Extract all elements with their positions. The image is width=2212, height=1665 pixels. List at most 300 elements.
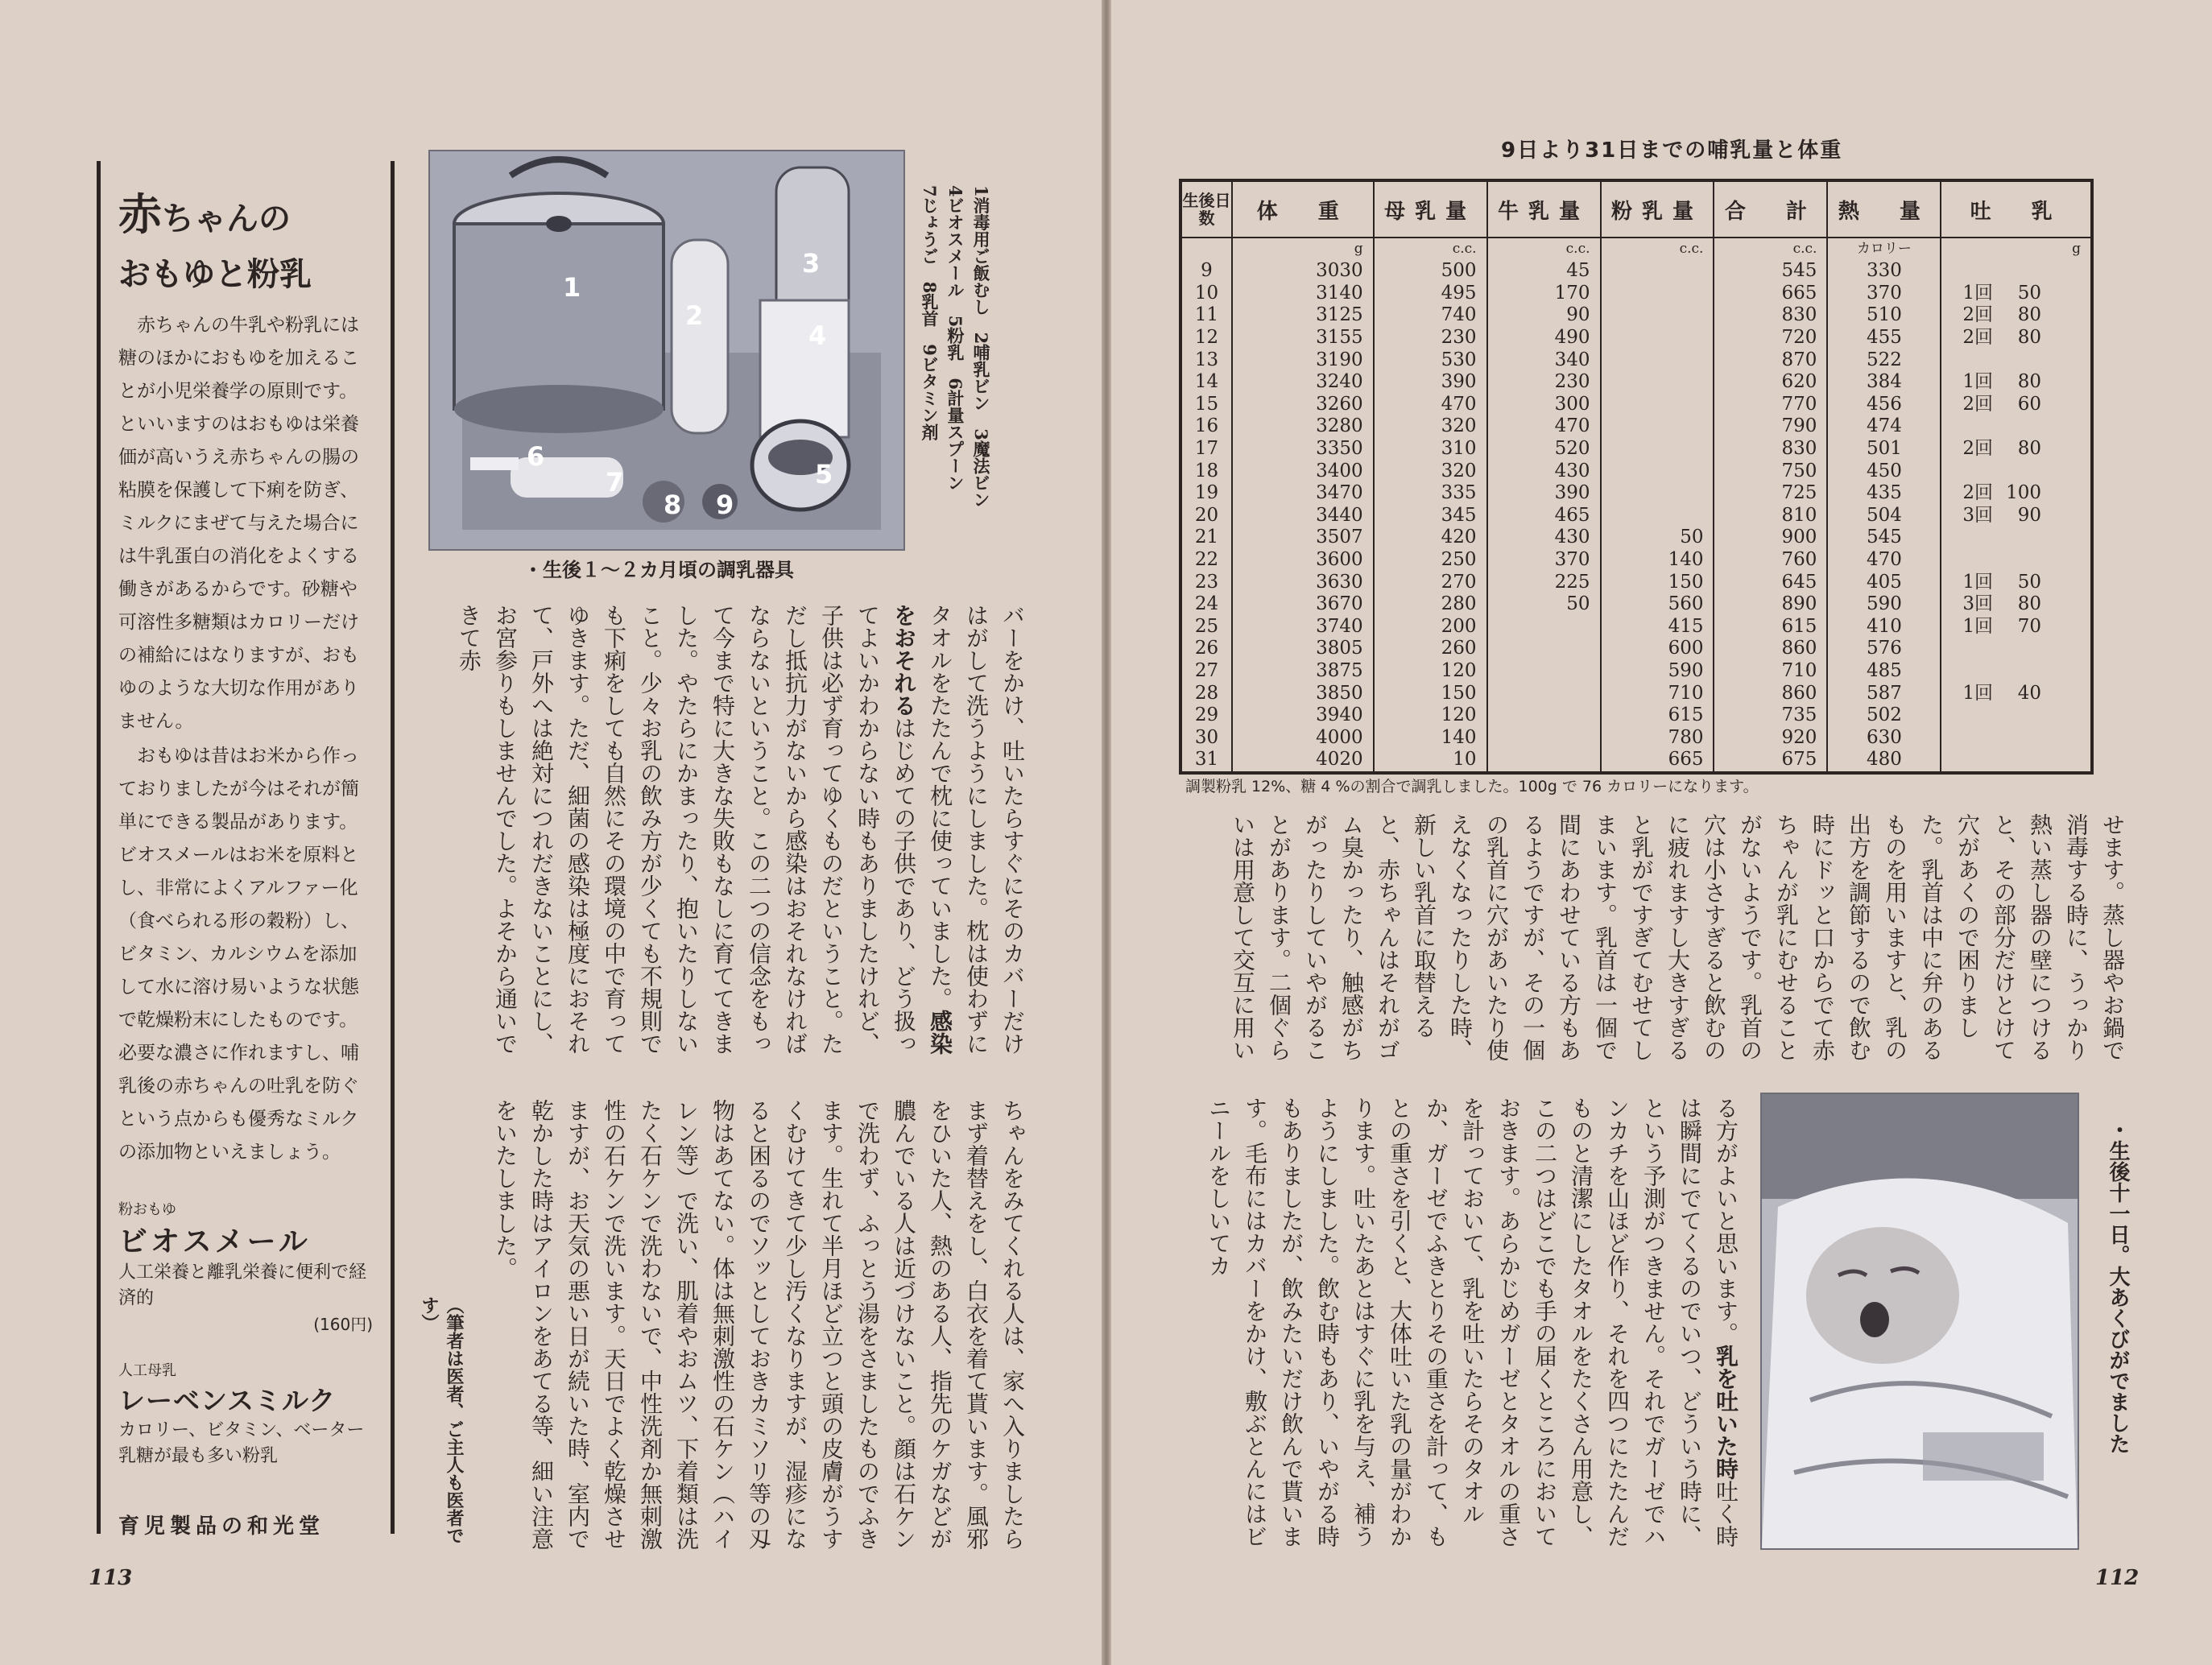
vomit-count: 1回 — [1962, 682, 1994, 704]
table-cell: 320 — [1374, 415, 1487, 438]
table-cell: 11 — [1180, 304, 1232, 327]
vomit-count: 2回 — [1962, 304, 1994, 326]
table-row — [1180, 571, 2092, 593]
table-vomit-cell — [1941, 726, 2092, 749]
table-vomit-cell — [1941, 327, 2092, 349]
vomit-amount: 80 — [2017, 304, 2042, 326]
table-row — [1180, 505, 2092, 527]
table-cell: 225 — [1487, 571, 1601, 593]
table-cell — [1601, 349, 1714, 371]
ad-paragraph: 赤ちゃんの牛乳や粉乳には糖のほかにおもゆを加えることが小児栄養学の原則です。といいますのはおもゆは栄養価が高いうえ赤ちゃんの腸の粘膜を保護して下痢を防ぎ、ミルクにまぜて与えた場合には牛乳蛋白の消化をよくする働きがあるからです。砂糖や可溶性多糖類はカロリーだけの補給にはなりますが、おもゆのような大切な作用がありません。 — [118, 315, 359, 732]
table-cell: 370 — [1827, 283, 1941, 305]
table-vomit-cell — [1941, 349, 2092, 371]
table-cell: 420 — [1374, 527, 1487, 549]
vomit-amount: 80 — [2017, 438, 2042, 460]
table-cell: 230 — [1374, 327, 1487, 349]
table-cell: 28 — [1180, 682, 1232, 704]
baby-photo — [1760, 1093, 2079, 1550]
table-vomit-cell — [1941, 638, 2092, 660]
table-cell: 760 — [1714, 549, 1827, 572]
table-vomit-cell — [1941, 616, 2092, 638]
table-cell: 3190 — [1232, 349, 1374, 371]
photo-label-9: 9 — [716, 490, 734, 520]
table-row — [1180, 638, 2092, 660]
table-cell: 522 — [1827, 349, 1941, 371]
vomit-count: 2回 — [1962, 393, 1994, 415]
table-cell: 480 — [1827, 749, 1941, 773]
photo-label-2: 2 — [685, 300, 704, 331]
table-row — [1180, 749, 2092, 773]
product1-category: 粉おもゆ — [118, 1201, 176, 1218]
table-cell: 370 — [1487, 549, 1601, 572]
table-row — [1180, 371, 2092, 394]
table-cell — [1601, 505, 1714, 527]
table-cell: 415 — [1601, 616, 1714, 638]
table-cell — [1487, 616, 1601, 638]
ad-company: 育児製品の和光堂 — [118, 1514, 325, 1539]
table-row — [1180, 415, 2092, 438]
table-cell: 21 — [1180, 527, 1232, 549]
table-cell: 490 — [1487, 327, 1601, 349]
table-cell: 587 — [1827, 682, 1941, 704]
table-cell: 320 — [1374, 460, 1487, 482]
table-cell: 560 — [1601, 593, 1714, 616]
table-title: 9日より31日までの哺乳量と体重 — [1501, 138, 1843, 163]
ad-body — [118, 309, 373, 1169]
table-cell: 456 — [1827, 394, 1941, 416]
table-cell: 31 — [1180, 749, 1232, 773]
table-cell: 15 — [1180, 394, 1232, 416]
baby-illustration — [1762, 1094, 2078, 1548]
table-cell: 10 — [1374, 749, 1487, 773]
vomit-amount: 40 — [2017, 682, 2042, 704]
table-cell: 4000 — [1232, 726, 1374, 749]
table-vomit-cell — [1941, 260, 2092, 283]
table-cell: 545 — [1827, 527, 1941, 549]
table-cell: 170 — [1487, 283, 1601, 305]
table-cell: 500 — [1374, 260, 1487, 283]
table-cell: 3400 — [1232, 460, 1374, 482]
table-row — [1180, 349, 2092, 371]
photo-legend-line: 1消毒用ご飯むし 2哺乳ビン 3魔法ビン — [971, 185, 991, 508]
table-cell: 3155 — [1232, 327, 1374, 349]
table-row — [1180, 549, 2092, 572]
ad-title-chan: ちゃん — [162, 200, 258, 238]
vomit-amount: 60 — [2017, 393, 2042, 415]
ad-title-line2: おもゆと粉乳 — [118, 256, 312, 293]
table-unit-cell: c.c. — [1374, 238, 1487, 260]
table-cell: 870 — [1714, 349, 1827, 371]
table-cell: 3507 — [1232, 527, 1374, 549]
table-cell: 330 — [1827, 260, 1941, 283]
table-cell: 780 — [1601, 726, 1714, 749]
vomit-amount: 50 — [2017, 571, 2042, 593]
left-upper-text-a: バーをかけ、吐いたらすぐにそのカバーだけはがして洗うようにしました。枕は使わずにタオルをたたんで枕に使っていました。 — [927, 604, 1026, 1055]
table-cell: 3630 — [1232, 571, 1374, 593]
table-unit-cell: g — [1941, 238, 2092, 260]
table-cell: 430 — [1487, 527, 1601, 549]
table-cell: 27 — [1180, 660, 1232, 683]
table-unit-cell: c.c. — [1487, 238, 1601, 260]
vomit-count: 2回 — [1962, 482, 1994, 504]
vomit-count: 2回 — [1962, 327, 1994, 349]
vomit-amount: 80 — [2017, 371, 2042, 393]
vomit-amount: 50 — [2017, 282, 2042, 304]
table-cell: 17 — [1180, 438, 1232, 461]
table-cell: 10 — [1180, 283, 1232, 305]
table-cell — [1487, 749, 1601, 773]
table-cell: 300 — [1487, 394, 1601, 416]
table-cell: 23 — [1180, 571, 1232, 593]
table-cell — [1487, 682, 1601, 704]
vomit-count: 1回 — [1962, 615, 1994, 637]
table-cell: 455 — [1827, 327, 1941, 349]
table-unit-cell — [1180, 238, 1232, 260]
product1-price: (160円) — [313, 1315, 373, 1334]
table-cell: 620 — [1714, 371, 1827, 394]
photo-label-8: 8 — [664, 490, 682, 520]
table-cell: 3030 — [1232, 260, 1374, 283]
vomit-amount: 90 — [2017, 504, 2042, 526]
table-cell: 26 — [1180, 638, 1232, 660]
table-cell: 390 — [1374, 371, 1487, 394]
table-header-cell: 吐 乳 — [1941, 180, 2092, 238]
table-cell: 310 — [1374, 438, 1487, 461]
section-heading-infection: 感染をおそれる — [891, 604, 953, 1055]
product1-desc: 人工栄養と離乳栄養に便利で経済的 — [118, 1262, 367, 1308]
table-cell: 90 — [1487, 304, 1601, 327]
table-cell: 510 — [1827, 304, 1941, 327]
photo-label-1: 1 — [563, 272, 581, 303]
ad-title-red: 赤 — [118, 189, 162, 240]
left-upper-text-b: はじめての子供であり、どう扱ってよいかわからない時もありましたけれど、子供は必ず育ってゆくものだということ。ただし抵抗力がないから感染はおそれなければならないということ。この二つの信念をもって今まで特に大きな失敗もなしに育ててきました。やたらにかまったり、抱いたりしないこと。少々お乳の飲み方が少くても不規則でも下痢をしても自然にその環境の中で育ってゆきます。ただ、細菌の感染は極度におそれて、戸外へは絶対につれだきないことにし、お宮参りもしませんでした。よそから通いできて赤 — [456, 604, 917, 1055]
table-row — [1180, 438, 2092, 461]
photo-label-6: 6 — [527, 441, 545, 472]
table-cell — [1601, 283, 1714, 305]
table-vomit-cell — [1941, 549, 2092, 572]
table-vomit-cell — [1941, 593, 2092, 616]
photo-label-4: 4 — [808, 320, 827, 351]
table-cell: 576 — [1827, 638, 1941, 660]
table-cell: 3600 — [1232, 549, 1374, 572]
photo-label-7: 7 — [606, 467, 624, 498]
table-cell: 140 — [1374, 726, 1487, 749]
table-cell — [1601, 415, 1714, 438]
table-cell: 50 — [1601, 527, 1714, 549]
table-cell: 200 — [1374, 616, 1487, 638]
table-cell: 120 — [1374, 704, 1487, 727]
vomit-count: 2回 — [1962, 438, 1994, 460]
table-cell: 470 — [1827, 549, 1941, 572]
table-cell: 860 — [1714, 638, 1827, 660]
photo-legend-line: 7じょうご 8乳首 9ビタミン剤 — [920, 185, 940, 440]
vomit-count: 1回 — [1962, 571, 1994, 593]
author-note: （筆者は医者、ご主人も医者です） — [419, 1296, 465, 1544]
table-cell: 735 — [1714, 704, 1827, 727]
table-header-cell: 牛乳量 — [1487, 180, 1601, 238]
table-header-cell: 体 重 — [1232, 180, 1374, 238]
left-page — [0, 0, 1105, 1665]
table-cell — [1601, 460, 1714, 482]
table-cell: 501 — [1827, 438, 1941, 461]
table-cell: 725 — [1714, 482, 1827, 505]
table-cell: 260 — [1374, 638, 1487, 660]
table-cell: 270 — [1374, 571, 1487, 593]
table-cell: 615 — [1601, 704, 1714, 727]
table-row — [1180, 593, 2092, 616]
table-cell: 590 — [1601, 660, 1714, 683]
table-row — [1180, 460, 2092, 482]
table-vomit-cell — [1941, 482, 2092, 505]
table-cell: 665 — [1601, 749, 1714, 773]
table-cell: 790 — [1714, 415, 1827, 438]
table-cell: 920 — [1714, 726, 1827, 749]
table-header-cell: 熱 量 — [1827, 180, 1941, 238]
table-cell: 3125 — [1232, 304, 1374, 327]
table-cell: 14 — [1180, 371, 1232, 394]
table-vomit-cell — [1941, 571, 2092, 593]
table-cell: 860 — [1714, 682, 1827, 704]
table-unit-cell: カロリー — [1827, 238, 1941, 260]
right-lower-text-a: る方がよいと思います。 — [1713, 1097, 1739, 1345]
table-cell — [1601, 438, 1714, 461]
baby-photo-caption: ・生後十一日。大あくびがでました — [2106, 1119, 2130, 1454]
table-cell: 900 — [1714, 527, 1827, 549]
table-cell — [1601, 394, 1714, 416]
table-cell: 25 — [1180, 616, 1232, 638]
table-row — [1180, 704, 2092, 727]
table-vomit-cell — [1941, 415, 2092, 438]
table-header-cell: 合 計 — [1714, 180, 1827, 238]
table-cell: 474 — [1827, 415, 1941, 438]
table-cell: 16 — [1180, 415, 1232, 438]
table-cell — [1487, 704, 1601, 727]
table-body — [1180, 238, 2092, 773]
feeding-table — [1179, 179, 2094, 775]
table-row — [1180, 726, 2092, 749]
right-lower-text-b: 吐く時は瞬間にでてくるのでいつ、どういう時に、という予測がつきません。それでガーゼでハンカチを山ほど作り、それを四つにたたんだものと清潔にしたタオルをたくさん用意し、この二つはどこでも手の届くところにおいておきます。あらかじめガーゼとタオルの重さを計っておいて、乳を吐いたらそのタオルか、ガーゼでふきとりその重さを計って、もとの重さを引くと、大体吐いた乳の量がわかります。吐いたあとはすぐに乳を与え、補うようにしました。飲む時もあり、いやがる時もありましたが、飲みたいだけ飲んで貰います。毛布にはカバーをかけ、敷ぶとんにはビニールをしいてカ — [1205, 1097, 1739, 1547]
table-cell: 645 — [1714, 571, 1827, 593]
table-cell: 24 — [1180, 593, 1232, 616]
table-row — [1180, 682, 2092, 704]
right-upper-column — [1180, 813, 2131, 1079]
table-cell: 280 — [1374, 593, 1487, 616]
vomit-count: 1回 — [1962, 282, 1994, 304]
table-cell: 20 — [1180, 505, 1232, 527]
table-cell: 230 — [1487, 371, 1601, 394]
table-cell: 410 — [1827, 616, 1941, 638]
table-header-cell: 生後日数 — [1180, 180, 1232, 238]
table-cell — [1601, 371, 1714, 394]
table-cell: 3740 — [1232, 616, 1374, 638]
product1-name: ビオスメール — [118, 1225, 311, 1258]
right-page — [1110, 0, 2212, 1665]
table-vomit-cell — [1941, 304, 2092, 327]
table-cell: 590 — [1827, 593, 1941, 616]
ad-paragraph: おもゆは昔はお米から作っておりましたが今はそれが簡単にできる製品があります。ビオスメールはお米を原料とし、非常によくアルファー化（食べられる形の穀粉）し、ビタミン、カルシウムを添加して水に溶け易いような状態で乾燥粉末にしたものです。必要な濃さに作れますし、哺乳後の赤ちゃんの吐乳を防ぐという点からも優秀なミルクの添加物といえましょう。 — [118, 746, 359, 1163]
table-cell: 19 — [1180, 482, 1232, 505]
left-lower-column — [451, 1099, 1031, 1558]
table-cell: 770 — [1714, 394, 1827, 416]
table-cell — [1487, 660, 1601, 683]
table-header-row — [1180, 180, 2092, 238]
left-upper-column — [419, 604, 1031, 1055]
product2-category: 人工母乳 — [118, 1362, 176, 1379]
table-cell: 485 — [1827, 660, 1941, 683]
right-upper-text: せます。蒸し器やお鍋で消毒する時に、うっかり熱い蒸し器の壁につけると、その部分だけとけて穴があくので困りました。乳首は中に弁のあるものを用いますと、乳の出方を調節するので飲む時にドッと口からでて赤ちゃんが乳にむせることがないようです。乳首の穴は小さすぎると飲むのに疲れますし大きすぎると乳がですぎてむせてしまいます。乳首は一個で間にあわせている方もあるようですが、その一個の乳首に穴があいたり使えなくなったりした時、新しい乳首に取替えると、赤ちゃんはそれがゴム臭かったり、触感がちがったりしていやがることがあります。二個ぐらいは用意して交互に用い — [1230, 813, 2126, 1061]
table-vomit-cell — [1941, 660, 2092, 683]
table-vomit-cell — [1941, 704, 2092, 727]
table-cell: 390 — [1487, 482, 1601, 505]
table-row — [1180, 304, 2092, 327]
table-cell: 9 — [1180, 260, 1232, 283]
product2-desc: カロリー、ビタミン、ベーター乳糖が最も多い粉乳 — [118, 1420, 365, 1466]
table-cell: 435 — [1827, 482, 1941, 505]
table-note: 調製粉乳 12%、糖 4 %の割合で調乳しました。100g で 76 カロリーになります。 — [1185, 778, 1759, 795]
table-cell: 470 — [1374, 394, 1487, 416]
left-lower-text: ちゃんをみてくれる人は、家へ入りましたらまず着替えをし、白衣を着て貰います。風邪をひいた人、熱のある人、指先のケガなどが膿んでいる人は近づけないこと。顔は石ケンで洗わず、ふっとう湯をさましたものでふきます。生れて半月ほど立つと頭の皮膚がうすくむけてきて少し汚くなりますが、湿疹になると困るのでソッとしておきカミソリ等の刄物はあてない。体は無刺激性の石ケン（ハイレン等）で洗い、肌着やおムツ、下着類は洗たく石ケンで洗わないで、中性洗剤か無刺激性の石ケンで洗います。天日でよく乾燥させますが、お天気の悪い日が続いた時、室内で乾かした時はアイロンをあてる等、細い注意をいたしました。 — [492, 1099, 1026, 1550]
table-vomit-cell — [1941, 749, 2092, 773]
table-cell: 3470 — [1232, 482, 1374, 505]
table-vomit-cell — [1941, 460, 2092, 482]
table-cell: 3875 — [1232, 660, 1374, 683]
table-cell: 3240 — [1232, 371, 1374, 394]
table-cell: 50 — [1487, 593, 1601, 616]
table-row — [1180, 527, 2092, 549]
table-cell: 720 — [1714, 327, 1827, 349]
table-cell: 405 — [1827, 571, 1941, 593]
photo-label-3: 3 — [802, 248, 821, 279]
ad-title-line1 — [118, 180, 373, 242]
table-cell: 430 — [1487, 460, 1601, 482]
table-unit-cell: g — [1232, 238, 1374, 260]
table-vomit-cell — [1941, 438, 2092, 461]
table-cell: 3940 — [1232, 704, 1374, 727]
right-lower-column — [1180, 1097, 1744, 1560]
table-unit-cell: c.c. — [1714, 238, 1827, 260]
table-cell: 150 — [1601, 571, 1714, 593]
table-vomit-cell — [1941, 682, 2092, 704]
table-cell: 384 — [1827, 371, 1941, 394]
table-cell — [1601, 304, 1714, 327]
table-cell: 502 — [1827, 704, 1941, 727]
table-cell: 630 — [1827, 726, 1941, 749]
table-cell: 465 — [1487, 505, 1601, 527]
table-cell: 450 — [1827, 460, 1941, 482]
table-vomit-cell — [1941, 505, 2092, 527]
table-unit-row — [1180, 238, 2092, 260]
table-row — [1180, 660, 2092, 683]
table-cell — [1487, 726, 1601, 749]
table-cell: 345 — [1374, 505, 1487, 527]
table-vomit-cell — [1941, 371, 2092, 394]
vomit-amount: 80 — [2017, 327, 2042, 349]
table-cell: 22 — [1180, 549, 1232, 572]
table-cell: 615 — [1714, 616, 1827, 638]
table-cell: 830 — [1714, 438, 1827, 461]
table-cell: 710 — [1601, 682, 1714, 704]
table-cell: 3440 — [1232, 505, 1374, 527]
table-vomit-cell — [1941, 394, 2092, 416]
table-cell: 3280 — [1232, 415, 1374, 438]
vomit-count: 3回 — [1962, 593, 1994, 615]
equipment-photo-caption: ・生後１～２カ月頃の調乳器具 — [523, 559, 794, 581]
vomit-amount: 100 — [2006, 482, 2042, 504]
vomit-amount: 80 — [2017, 593, 2042, 615]
table-cell: 750 — [1714, 460, 1827, 482]
table-cell: 3140 — [1232, 283, 1374, 305]
table-header-cell: 母乳量 — [1374, 180, 1487, 238]
table-cell: 470 — [1487, 415, 1601, 438]
section-heading-vomit: 乳を吐いた時 — [1713, 1345, 1739, 1480]
table-cell: 530 — [1374, 349, 1487, 371]
table-cell: 890 — [1714, 593, 1827, 616]
table-cell: 3260 — [1232, 394, 1374, 416]
table-cell: 3850 — [1232, 682, 1374, 704]
table-cell: 250 — [1374, 549, 1487, 572]
table-cell: 12 — [1180, 327, 1232, 349]
table-cell: 30 — [1180, 726, 1232, 749]
vomit-count: 1回 — [1962, 371, 1994, 393]
ad-title-no: の — [258, 200, 291, 238]
table-row — [1180, 327, 2092, 349]
advertisement-box — [97, 161, 395, 1539]
table-cell: 3805 — [1232, 638, 1374, 660]
table-cell: 495 — [1374, 283, 1487, 305]
vomit-count: 3回 — [1962, 504, 1994, 526]
photo-label-5: 5 — [815, 459, 833, 490]
table-row — [1180, 394, 2092, 416]
table-cell: 45 — [1487, 260, 1601, 283]
table-cell: 13 — [1180, 349, 1232, 371]
table-cell: 18 — [1180, 460, 1232, 482]
table-unit-cell: c.c. — [1601, 238, 1714, 260]
page-number-right: 112 — [2095, 1566, 2140, 1590]
photo-legend-line: 4ビオスメール 5粉乳 6計量スプーン — [945, 185, 965, 491]
equipment-photo — [428, 150, 905, 551]
product2-name: レーベンスミルク — [118, 1385, 337, 1416]
table-cell: 710 — [1714, 660, 1827, 683]
table-cell — [1487, 638, 1601, 660]
table-cell: 545 — [1714, 260, 1827, 283]
table-cell: 140 — [1601, 549, 1714, 572]
table-cell — [1601, 260, 1714, 283]
table-cell: 810 — [1714, 505, 1827, 527]
table-cell: 150 — [1374, 682, 1487, 704]
table-cell: 335 — [1374, 482, 1487, 505]
table-cell — [1601, 482, 1714, 505]
table-cell: 3670 — [1232, 593, 1374, 616]
table-cell — [1601, 327, 1714, 349]
table-cell: 520 — [1487, 438, 1601, 461]
table-vomit-cell — [1941, 527, 2092, 549]
vomit-amount: 70 — [2017, 615, 2042, 637]
table-cell: 675 — [1714, 749, 1827, 773]
table-cell: 3350 — [1232, 438, 1374, 461]
table-cell: 504 — [1827, 505, 1941, 527]
table-cell: 600 — [1601, 638, 1714, 660]
table-cell: 665 — [1714, 283, 1827, 305]
photo-legend — [916, 185, 994, 531]
table-header-cell: 粉乳量 — [1601, 180, 1714, 238]
page-number-left: 113 — [89, 1566, 133, 1590]
table-cell: 120 — [1374, 660, 1487, 683]
table-cell: 740 — [1374, 304, 1487, 327]
table-cell: 830 — [1714, 304, 1827, 327]
table-cell: 340 — [1487, 349, 1601, 371]
table-cell: 29 — [1180, 704, 1232, 727]
table-vomit-cell — [1941, 283, 2092, 305]
